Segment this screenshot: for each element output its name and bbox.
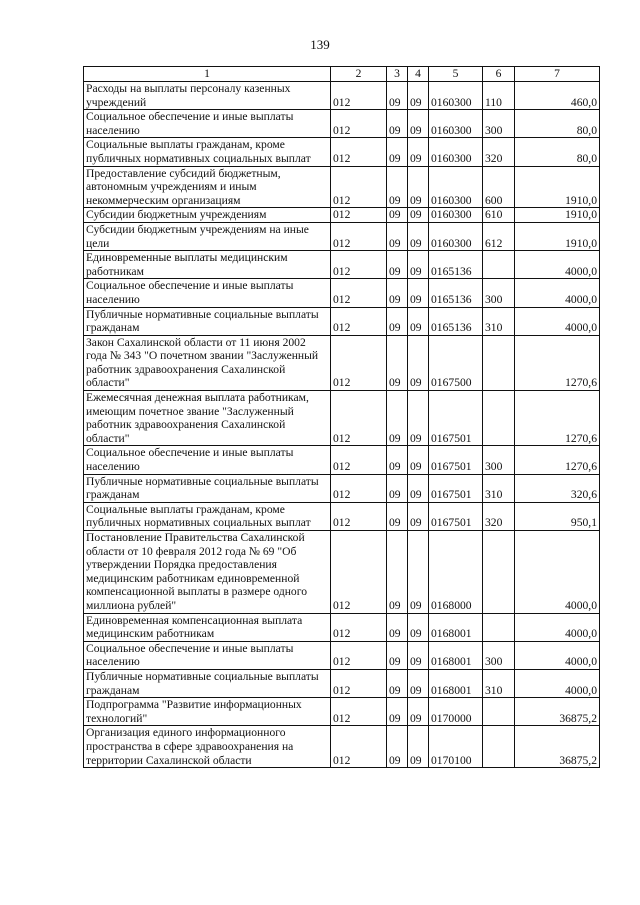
row-name: Социальные выплаты гражданам, кроме публичных нормативных социальных выплат — [84, 502, 331, 530]
row-name: Субсидии бюджетным учреждениям — [84, 208, 331, 223]
row-section-code: 09 — [387, 613, 408, 641]
budget-table — [83, 66, 600, 768]
row-expense-type-code — [483, 726, 515, 768]
row-subsection-code: 09 — [408, 474, 429, 502]
row-subsection-code: 09 — [408, 335, 429, 390]
header-col-6: 6 — [483, 67, 515, 82]
row-name: Закон Сахалинской области от 11 июня 2002 года № 343 "О почетном звании "Заслуженный работник здравоохранения Сахалинской области" — [84, 335, 331, 390]
row-expense-type-code: 320 — [483, 502, 515, 530]
row-subsection-code: 09 — [408, 279, 429, 307]
row-section-code: 09 — [387, 251, 408, 279]
row-section-code: 09 — [387, 391, 408, 446]
table-body — [84, 82, 600, 768]
row-expense-type-code: 110 — [483, 82, 515, 110]
row-amount: 4000,0 — [515, 669, 600, 697]
row-ministry-code: 012 — [331, 502, 387, 530]
row-subsection-code: 09 — [408, 110, 429, 138]
row-name: Социальные выплаты гражданам, кроме публичных нормативных социальных выплат — [84, 138, 331, 166]
row-name: Социальное обеспечение и иные выплаты населению — [84, 641, 331, 669]
row-name: Социальное обеспечение и иные выплаты населению — [84, 279, 331, 307]
row-subsection-code: 09 — [408, 669, 429, 697]
table-row — [84, 446, 600, 474]
row-amount: 4000,0 — [515, 279, 600, 307]
row-expense-type-code: 310 — [483, 474, 515, 502]
row-target-code: 0165136 — [429, 251, 483, 279]
row-target-code: 0167500 — [429, 335, 483, 390]
row-name: Социальное обеспечение и иные выплаты населению — [84, 110, 331, 138]
row-ministry-code: 012 — [331, 669, 387, 697]
row-ministry-code: 012 — [331, 208, 387, 223]
header-col-1: 1 — [84, 67, 331, 82]
row-amount: 80,0 — [515, 138, 600, 166]
row-ministry-code: 012 — [331, 698, 387, 726]
row-target-code: 0160300 — [429, 208, 483, 223]
row-subsection-code: 09 — [408, 531, 429, 614]
row-ministry-code: 012 — [331, 110, 387, 138]
row-section-code: 09 — [387, 474, 408, 502]
row-subsection-code: 09 — [408, 222, 429, 250]
row-amount: 1910,0 — [515, 208, 600, 223]
row-target-code: 0160300 — [429, 166, 483, 208]
row-amount: 80,0 — [515, 110, 600, 138]
row-expense-type-code: 610 — [483, 208, 515, 223]
row-expense-type-code: 310 — [483, 669, 515, 697]
row-name: Единовременная компенсационная выплата медицинским работникам — [84, 613, 331, 641]
table-row — [84, 307, 600, 335]
row-subsection-code: 09 — [408, 641, 429, 669]
row-section-code: 09 — [387, 502, 408, 530]
row-ministry-code: 012 — [331, 166, 387, 208]
row-ministry-code: 012 — [331, 446, 387, 474]
row-section-code: 09 — [387, 335, 408, 390]
row-subsection-code: 09 — [408, 698, 429, 726]
row-expense-type-code — [483, 251, 515, 279]
row-subsection-code: 09 — [408, 138, 429, 166]
row-ministry-code: 012 — [331, 82, 387, 110]
table-row — [84, 613, 600, 641]
row-section-code: 09 — [387, 82, 408, 110]
row-subsection-code: 09 — [408, 307, 429, 335]
row-section-code: 09 — [387, 166, 408, 208]
header-col-7: 7 — [515, 67, 600, 82]
row-section-code: 09 — [387, 446, 408, 474]
row-ministry-code: 012 — [331, 335, 387, 390]
row-name: Расходы на выплаты персоналу казенных учреждений — [84, 82, 331, 110]
row-ministry-code: 012 — [331, 279, 387, 307]
table-row — [84, 222, 600, 250]
row-section-code: 09 — [387, 726, 408, 768]
table-row — [84, 669, 600, 697]
table-row — [84, 251, 600, 279]
row-ministry-code: 012 — [331, 222, 387, 250]
header-col-4: 4 — [408, 67, 429, 82]
row-name: Постановление Правительства Сахалинской области от 10 февраля 2012 года № 69 "Об утверждении Порядка предоставления медицинским работникам единовременной компенсационной выплаты в размере одного миллиона рублей" — [84, 531, 331, 614]
table-row — [84, 208, 600, 223]
header-col-5: 5 — [429, 67, 483, 82]
table-row — [84, 641, 600, 669]
table-row — [84, 698, 600, 726]
row-expense-type-code: 600 — [483, 166, 515, 208]
row-target-code: 0160300 — [429, 82, 483, 110]
row-target-code: 0167501 — [429, 391, 483, 446]
row-expense-type-code: 320 — [483, 138, 515, 166]
row-ministry-code: 012 — [331, 251, 387, 279]
row-amount: 1270,6 — [515, 391, 600, 446]
page-number: 139 — [310, 37, 330, 52]
row-amount: 4000,0 — [515, 307, 600, 335]
row-target-code: 0165136 — [429, 279, 483, 307]
row-amount: 36875,2 — [515, 726, 600, 768]
row-name: Социальное обеспечение и иные выплаты населению — [84, 446, 331, 474]
row-expense-type-code — [483, 531, 515, 614]
row-target-code: 0168001 — [429, 669, 483, 697]
row-amount: 1270,6 — [515, 335, 600, 390]
table-row — [84, 531, 600, 614]
row-name: Предоставление субсидий бюджетным, автономным учреждениям и иным некоммерческим организациям — [84, 166, 331, 208]
row-ministry-code: 012 — [331, 531, 387, 614]
row-ministry-code: 012 — [331, 307, 387, 335]
row-subsection-code: 09 — [408, 82, 429, 110]
table-row — [84, 335, 600, 390]
row-target-code: 0160300 — [429, 138, 483, 166]
row-ministry-code: 012 — [331, 613, 387, 641]
row-name: Публичные нормативные социальные выплаты гражданам — [84, 669, 331, 697]
row-amount: 4000,0 — [515, 531, 600, 614]
row-name: Публичные нормативные социальные выплаты гражданам — [84, 474, 331, 502]
row-amount: 1910,0 — [515, 222, 600, 250]
row-subsection-code: 09 — [408, 391, 429, 446]
row-target-code: 0167501 — [429, 446, 483, 474]
row-amount: 4000,0 — [515, 641, 600, 669]
table-row — [84, 726, 600, 768]
row-amount: 460,0 — [515, 82, 600, 110]
row-ministry-code: 012 — [331, 474, 387, 502]
header-col-3: 3 — [387, 67, 408, 82]
table-row — [84, 279, 600, 307]
table-row — [84, 82, 600, 110]
row-ministry-code: 012 — [331, 138, 387, 166]
row-name: Подпрограмма "Развитие информационных технологий" — [84, 698, 331, 726]
row-subsection-code: 09 — [408, 446, 429, 474]
table-row — [84, 138, 600, 166]
row-amount: 320,6 — [515, 474, 600, 502]
row-subsection-code: 09 — [408, 251, 429, 279]
table-row — [84, 166, 600, 208]
row-target-code: 0170100 — [429, 726, 483, 768]
row-expense-type-code — [483, 335, 515, 390]
row-subsection-code: 09 — [408, 613, 429, 641]
row-subsection-code: 09 — [408, 208, 429, 223]
row-name: Ежемесячная денежная выплата работникам, имеющим почетное звание "Заслуженный работник здравоохранения Сахалинской области" — [84, 391, 331, 446]
table-row — [84, 110, 600, 138]
table-row — [84, 502, 600, 530]
row-expense-type-code: 300 — [483, 110, 515, 138]
row-name: Публичные нормативные социальные выплаты гражданам — [84, 307, 331, 335]
row-target-code: 0160300 — [429, 222, 483, 250]
row-expense-type-code — [483, 391, 515, 446]
header-row — [84, 67, 600, 82]
table-row — [84, 391, 600, 446]
row-target-code: 0160300 — [429, 110, 483, 138]
row-target-code: 0168001 — [429, 641, 483, 669]
row-target-code: 0168001 — [429, 613, 483, 641]
row-expense-type-code — [483, 613, 515, 641]
row-ministry-code: 012 — [331, 391, 387, 446]
row-section-code: 09 — [387, 531, 408, 614]
row-section-code: 09 — [387, 641, 408, 669]
table-header — [84, 67, 600, 82]
row-expense-type-code: 612 — [483, 222, 515, 250]
row-subsection-code: 09 — [408, 726, 429, 768]
row-target-code: 0167501 — [429, 502, 483, 530]
row-section-code: 09 — [387, 698, 408, 726]
row-amount: 950,1 — [515, 502, 600, 530]
row-target-code: 0168000 — [429, 531, 483, 614]
row-subsection-code: 09 — [408, 502, 429, 530]
row-section-code: 09 — [387, 138, 408, 166]
row-target-code: 0165136 — [429, 307, 483, 335]
row-section-code: 09 — [387, 279, 408, 307]
row-amount: 4000,0 — [515, 613, 600, 641]
row-section-code: 09 — [387, 307, 408, 335]
row-subsection-code: 09 — [408, 166, 429, 208]
row-amount: 4000,0 — [515, 251, 600, 279]
row-name: Организация единого информационного пространства в сфере здравоохранения на территории Сахалинской области — [84, 726, 331, 768]
row-section-code: 09 — [387, 110, 408, 138]
row-amount: 1910,0 — [515, 166, 600, 208]
row-amount: 1270,6 — [515, 446, 600, 474]
row-expense-type-code — [483, 698, 515, 726]
row-expense-type-code: 300 — [483, 279, 515, 307]
header-col-2: 2 — [331, 67, 387, 82]
row-ministry-code: 012 — [331, 726, 387, 768]
row-expense-type-code: 300 — [483, 641, 515, 669]
row-name: Субсидии бюджетным учреждениям на иные цели — [84, 222, 331, 250]
row-expense-type-code: 310 — [483, 307, 515, 335]
row-amount: 36875,2 — [515, 698, 600, 726]
row-section-code: 09 — [387, 669, 408, 697]
row-ministry-code: 012 — [331, 641, 387, 669]
row-target-code: 0170000 — [429, 698, 483, 726]
row-section-code: 09 — [387, 222, 408, 250]
row-section-code: 09 — [387, 208, 408, 223]
row-name: Единовременные выплаты медицинским работникам — [84, 251, 331, 279]
table-row — [84, 474, 600, 502]
row-target-code: 0167501 — [429, 474, 483, 502]
row-expense-type-code: 300 — [483, 446, 515, 474]
